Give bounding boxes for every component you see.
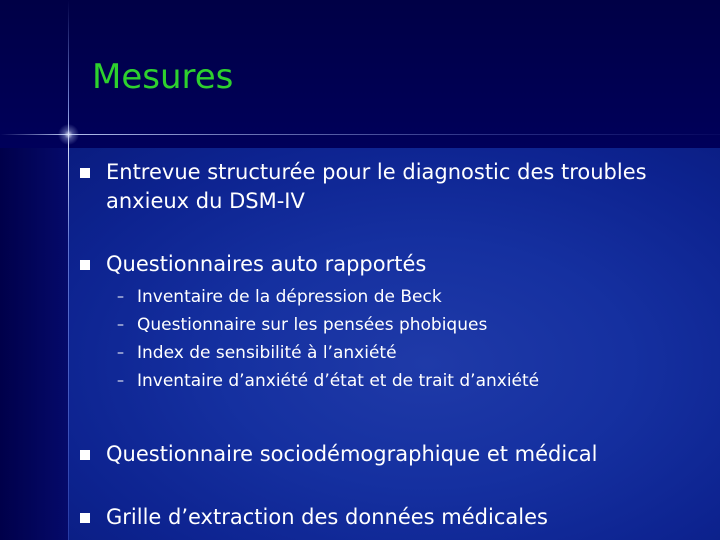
- dash-bullet-icon: –: [117, 345, 124, 361]
- square-bullet-icon: [80, 450, 90, 460]
- slide-title: Mesures: [92, 57, 234, 97]
- sub-bullet-item: [117, 313, 487, 337]
- sub-bullet-item: [117, 369, 539, 393]
- bullet-text: Grille d’extraction des données médicales: [106, 505, 548, 529]
- dash-bullet-icon: –: [117, 317, 124, 333]
- bullet-item: [80, 158, 695, 216]
- bullet-text: Questionnaires auto rapportés: [106, 252, 427, 276]
- sub-bullet-text: Inventaire d’anxiété d’état et de trait d’anxiété: [137, 371, 540, 391]
- sub-bullet-item: [117, 285, 442, 309]
- sub-bullet-item: [117, 341, 397, 365]
- sub-bullet-text: Index de sensibilité à l’anxiété: [137, 343, 397, 363]
- dash-bullet-icon: –: [117, 289, 124, 305]
- bullet-text: Questionnaire sociodémographique et médical: [106, 442, 598, 466]
- sub-bullet-text: Inventaire de la dépression de Beck: [137, 287, 442, 307]
- bullet-item: [80, 503, 695, 532]
- bullet-item: [80, 250, 695, 279]
- square-bullet-icon: [80, 168, 90, 178]
- bullet-text: Entrevue structurée pour le diagnostic des troubles anxieux du DSM-IV: [106, 160, 647, 213]
- dash-bullet-icon: –: [117, 373, 124, 389]
- square-bullet-icon: [80, 260, 90, 270]
- bullet-item: [80, 440, 695, 469]
- square-bullet-icon: [80, 513, 90, 523]
- sub-bullet-text: Questionnaire sur les pensées phobiques: [137, 315, 488, 335]
